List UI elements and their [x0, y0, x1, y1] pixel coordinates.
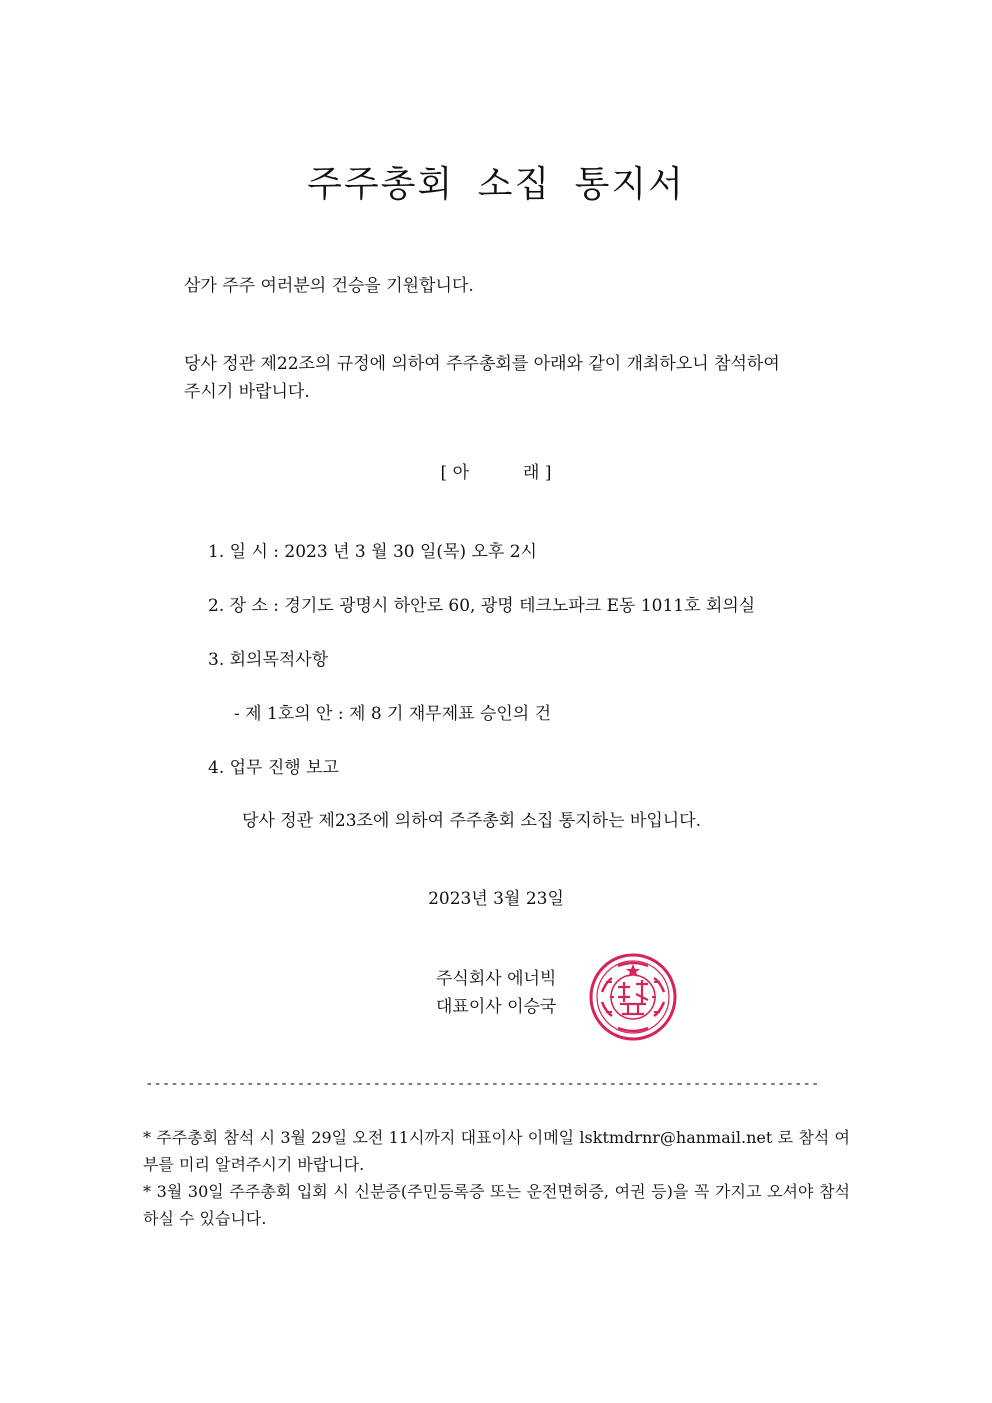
- section-divider: --------------------------------------------------------------------------------: [145, 1076, 820, 1092]
- note-rsvp: * 주주총회 참석 시 3월 29일 오전 11시까지 대표이사 이메일 lsktmdrnr@hanmail.net 로 참석 여부를 미리 알려주시기 바랍니다.: [143, 1128, 850, 1174]
- seal-graphic: [588, 952, 678, 1042]
- ceo-name: 대표이사 이승국: [436, 997, 557, 1017]
- arae-right: 래 ]: [523, 463, 552, 483]
- agenda-item-purpose: 3. 회의목적사항: [208, 650, 329, 670]
- arae-left: [ 아: [440, 463, 469, 483]
- agenda-item-report: 4. 업무 진행 보고: [208, 758, 339, 778]
- intro-line-1: 당사 정관 제22조의 규정에 의하여 주주총회를 아래와 같이 개최하오니 참석하여: [184, 354, 780, 374]
- greeting-text: 삼가 주주 여러분의 건승을 기원합니다.: [184, 276, 474, 296]
- company-name: 주식회사 에너빅: [436, 969, 557, 989]
- company-signature: [436, 965, 556, 1021]
- agenda-subitem-1: - 제 1호의 안 : 제 8 기 재무제표 승인의 건: [234, 704, 552, 724]
- agenda-item-location: 2. 장 소 : 경기도 광명시 하안로 60, 광명 테크노파크 E동 1011호 회의실: [208, 596, 756, 616]
- company-seal-icon: [588, 952, 678, 1042]
- note-id-required: * 3월 30일 주주총회 입회 시 신분증(주민등록증 또는 운전면허증, 여권 등)을 꼭 가지고 오셔야 참석하실 수 있습니다.: [143, 1182, 850, 1228]
- intro-paragraph: [184, 350, 780, 406]
- closing-text: 당사 정관 제23조에 의하여 주주총회 소집 통지하는 바입니다.: [242, 811, 701, 831]
- document-date: 2023년 3월 23일: [428, 889, 564, 909]
- document-title: 주주총회 소집 통지서: [307, 164, 685, 205]
- arae-heading: [0, 458, 992, 483]
- agenda-item-datetime: 1. 일 시 : 2023 년 3 월 30 일(목) 오후 2시: [208, 542, 537, 562]
- intro-line-2: 주시기 바랍니다.: [184, 382, 310, 402]
